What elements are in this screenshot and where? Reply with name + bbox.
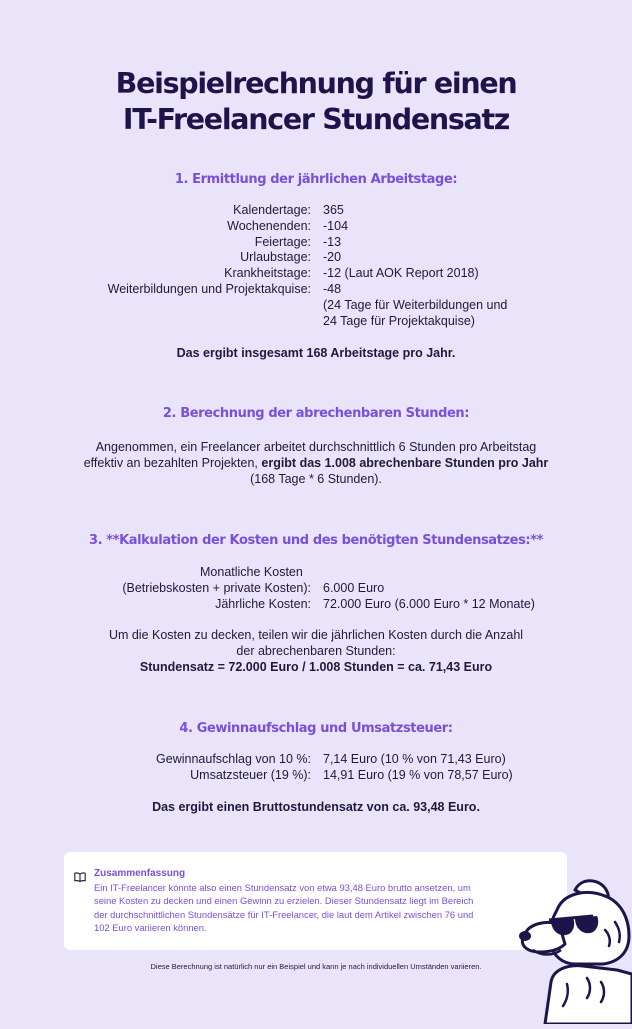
section-2-text xyxy=(0,439,632,487)
section-2-heading: 2. Berechnung der abrechenbaren Stunden: xyxy=(162,406,470,421)
note-line: 24 Tage für Projektakquise) xyxy=(323,313,475,328)
section-1-heading: 1. Ermittlung der jährlichen Arbeitstage: xyxy=(174,172,458,187)
summary-line: 102 Euro variieren können. xyxy=(94,922,207,934)
text-line xyxy=(0,455,632,471)
summary-box xyxy=(64,852,567,950)
table-row xyxy=(0,219,507,235)
costs-table xyxy=(0,565,535,612)
table-row xyxy=(0,203,507,219)
text-line: Angenommen, ein Freelancer arbeitet durchschnittlich 6 Stunden pro Arbeitstag xyxy=(95,440,537,454)
book-icon xyxy=(74,869,86,887)
row-label: Monatliche Kosten xyxy=(200,565,303,579)
title-line-2: IT-Freelancer Stundensatz xyxy=(122,103,510,136)
row-value: -20 xyxy=(323,250,342,265)
table-row xyxy=(0,298,507,314)
summary-line: seine Kosten zu decken und einen Gewinn zu erzielen. Dieser Stundensatz liegt im Bereich xyxy=(94,895,474,907)
section-3-text xyxy=(0,627,632,675)
row-label: Krankheitstage: xyxy=(224,266,311,281)
row-value: 6.000 Euro xyxy=(323,580,385,595)
text-line: (168 Tage * 6 Stunden). xyxy=(250,472,382,486)
row-value: 14,91 Euro (19 % von 78,57 Euro) xyxy=(323,767,513,782)
table-row xyxy=(0,581,535,597)
tax-table xyxy=(0,752,513,784)
formula: Stundensatz = 72.000 Euro / 1.008 Stunden = ca. 71,43 Euro xyxy=(139,660,493,674)
section-1-result: Das ergibt insgesamt 168 Arbeitstage pro Jahr. xyxy=(176,346,456,360)
row-label: Umsatzsteuer (19 %): xyxy=(190,767,311,782)
summary-text xyxy=(94,881,534,935)
row-value: 7,14 Euro (10 % von 71,43 Euro) xyxy=(323,752,506,766)
page-title xyxy=(0,66,632,138)
table-row xyxy=(0,235,507,251)
row-value: -104 xyxy=(323,218,349,233)
row-label: Weiterbildungen und Projektakquise: xyxy=(107,281,311,296)
row-label: (Betriebskosten + private Kosten): xyxy=(122,580,311,595)
footnote: Diese Berechnung ist natürlich nur ein Beispiel und kann je nach individuellen Umständen variieren. xyxy=(150,962,482,971)
summary-line: Ein IT-Freelancer könnte also einen Stundensatz von etwa 93,48 Euro brutto ansetzen, um xyxy=(94,882,471,893)
row-label: Jährliche Kosten: xyxy=(215,596,311,611)
section-3-heading: 3. **Kalkulation der Kosten und des benötigten Stundensatzes:** xyxy=(88,533,544,548)
title-line-1: Beispielrechnung für einen xyxy=(115,67,517,100)
table-row xyxy=(0,314,507,330)
workdays-table xyxy=(0,203,507,329)
table-row xyxy=(0,282,507,298)
text-line: der abrechenbaren Stunden: xyxy=(236,644,396,658)
table-row xyxy=(0,752,513,768)
dog-mascot-illustration xyxy=(505,870,632,1029)
text-bold: ergibt das 1.008 abrechenbare Stunden pro Jahr xyxy=(261,456,549,470)
row-label: Gewinnaufschlag von 10 %: xyxy=(156,752,311,766)
section-4-result: Das ergibt einen Bruttostundensatz von ca. 93,48 Euro. xyxy=(152,800,480,814)
row-label: Feiertage: xyxy=(254,234,311,249)
table-row xyxy=(0,768,513,784)
summary-line: der durchschnittlichen Stundensätze für IT-Freelancer, die laut dem Artikel zwischen 76 und xyxy=(94,908,474,920)
text-line: Um die Kosten zu decken, teilen wir die jährlichen Kosten durch die Anzahl xyxy=(108,628,524,642)
text-normal: effektiv an bezahlten Projekten, xyxy=(83,456,262,470)
table-row xyxy=(0,597,535,613)
row-value: 365 xyxy=(323,203,344,217)
row-value: 72.000 Euro (6.000 Euro * 12 Monate) xyxy=(323,596,535,611)
summary-title: Zusammenfassung xyxy=(94,868,186,879)
row-label: Wochenenden: xyxy=(227,218,311,233)
row-value: -48 xyxy=(323,281,342,296)
table-row xyxy=(0,565,535,581)
section-4-heading: 4. Gewinnaufschlag und Umsatzsteuer: xyxy=(179,721,453,736)
row-value: -12 (Laut AOK Report 2018) xyxy=(323,266,479,281)
row-label: Urlaubstage: xyxy=(240,250,311,265)
row-label: Kalendertage: xyxy=(233,203,311,217)
row-value: -13 xyxy=(323,234,342,249)
table-row xyxy=(0,266,507,282)
note-line: (24 Tage für Weiterbildungen und xyxy=(323,297,508,312)
table-row xyxy=(0,250,507,266)
